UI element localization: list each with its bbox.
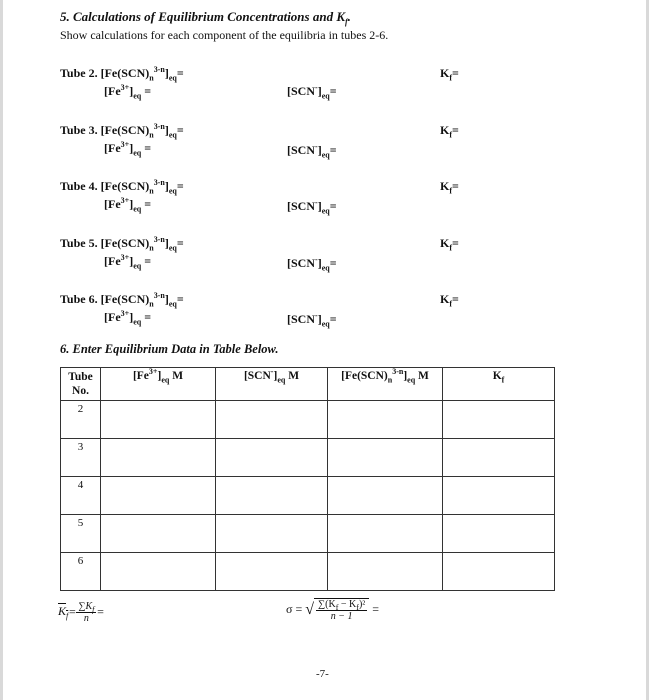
complex-cell[interactable]	[328, 553, 443, 591]
equilibrium-data-table	[60, 367, 555, 591]
tube-scn-line: $[SCN^-]_{eq}=$	[287, 198, 337, 216]
page-number: -7-	[316, 668, 329, 680]
tube-fe-line: $[Fe^{3+}]_{eq}$ =	[104, 83, 152, 101]
sqrt-icon: √	[305, 601, 315, 618]
scn-cell[interactable]	[216, 515, 328, 553]
tube-scn-line: $[SCN^-]_{eq}=$	[287, 83, 337, 101]
kf-cell[interactable]	[443, 553, 555, 591]
tube-complex-line: Tube 3. $[Fe(SCN)_n^{3-n}]_{eq}=$	[60, 122, 184, 140]
tube-kf-line: $K_f=$	[440, 179, 459, 196]
mean-kf-formula: $K_f=$ $\frac{\sum K_f}{n}$ =	[58, 601, 105, 624]
scn-cell[interactable]	[216, 439, 328, 477]
complex-cell[interactable]	[328, 401, 443, 439]
complex-cell[interactable]	[328, 439, 443, 477]
scn-cell[interactable]	[216, 553, 328, 591]
tube-fe-line: $[Fe^{3+}]_{eq}$ =	[104, 140, 152, 158]
tube-complex-line: Tube 2. $[Fe(SCN)_n^{3-n}]_{eq}=$	[60, 65, 184, 83]
fe-cell[interactable]	[101, 553, 216, 591]
table-row	[61, 515, 555, 553]
table-row	[61, 439, 555, 477]
mean-kf-fraction: $\frac{\sum K_f}{n}$	[78, 601, 95, 624]
header-fe: $[Fe^{3+}]_{eq}$ M	[101, 368, 216, 401]
section-5-instructions: Show calculations for each component of the equilibria in tubes 2-6.	[60, 28, 389, 42]
tube-complex-line: Tube 4. $[Fe(SCN)_n^{3-n}]_{eq}=$	[60, 178, 184, 196]
tube-kf-line: $K_f=$	[440, 66, 459, 83]
scn-cell[interactable]	[216, 477, 328, 515]
fe-cell[interactable]	[101, 477, 216, 515]
tube-fe-line: $[Fe^{3+}]_{eq}$ =	[104, 196, 152, 214]
header-tube-label: Tube	[68, 371, 93, 383]
tube-complex-line: Tube 5. $[Fe(SCN)_n^{3-n}]_{eq}=$	[60, 235, 184, 253]
kf-cell[interactable]	[443, 477, 555, 515]
tube-number-cell: 6	[61, 553, 101, 591]
section-5-title: 5. Calculations of Equilibrium Concentrations and $K_f$.	[60, 9, 351, 27]
complex-cell[interactable]	[328, 515, 443, 553]
header-tube	[61, 368, 101, 401]
std-dev-formula: σ = √ $\frac{\sum(K_f - K_f)^2}{n - 1}$ =	[286, 599, 380, 622]
left-border	[0, 0, 3, 700]
fe-cell[interactable]	[101, 515, 216, 553]
kf-cell[interactable]	[443, 515, 555, 553]
header-scn: $[SCN^-]_{eq}$ M	[216, 368, 328, 401]
fe-cell[interactable]	[101, 401, 216, 439]
std-dev-radicand: $\frac{\sum(K_f - K_f)^2}{n - 1}$	[314, 598, 369, 622]
tube-complex-line: Tube 6. $[Fe(SCN)_n^{3-n}]_{eq}=$	[60, 291, 184, 309]
table-row	[61, 401, 555, 439]
tube-scn-line: $[SCN^-]_{eq}=$	[287, 311, 337, 329]
tube-kf-line: $K_f=$	[440, 236, 459, 253]
tube-fe-line: $[Fe^{3+}]_{eq}$ =	[104, 309, 152, 327]
scn-cell[interactable]	[216, 401, 328, 439]
header-tube-no: No.	[72, 385, 89, 397]
fe-cell[interactable]	[101, 439, 216, 477]
kf-cell[interactable]	[443, 439, 555, 477]
tube-number-cell: 3	[61, 439, 101, 477]
tube-number-cell: 4	[61, 477, 101, 515]
header-complex: $[Fe(SCN)_n^{3-n}]_{eq}$ M	[328, 368, 443, 401]
tube-kf-line: $K_f=$	[440, 123, 459, 140]
mean-kf-symbol: $K_f$	[58, 604, 69, 621]
tube-kf-line: $K_f=$	[440, 292, 459, 309]
table-row	[61, 553, 555, 591]
header-kf: $K_f$	[443, 368, 555, 401]
table-row	[61, 477, 555, 515]
tube-number-cell: 2	[61, 401, 101, 439]
tube-scn-line: $[SCN^-]_{eq}=$	[287, 255, 337, 273]
tube-number-cell: 5	[61, 515, 101, 553]
complex-cell[interactable]	[328, 477, 443, 515]
section-6-title: 6. Enter Equilibrium Data in Table Below.	[60, 342, 279, 356]
tube-scn-line: $[SCN^-]_{eq}=$	[287, 142, 337, 160]
tube-fe-line: $[Fe^{3+}]_{eq}$ =	[104, 253, 152, 271]
kf-cell[interactable]	[443, 401, 555, 439]
table-header-row	[61, 368, 555, 401]
